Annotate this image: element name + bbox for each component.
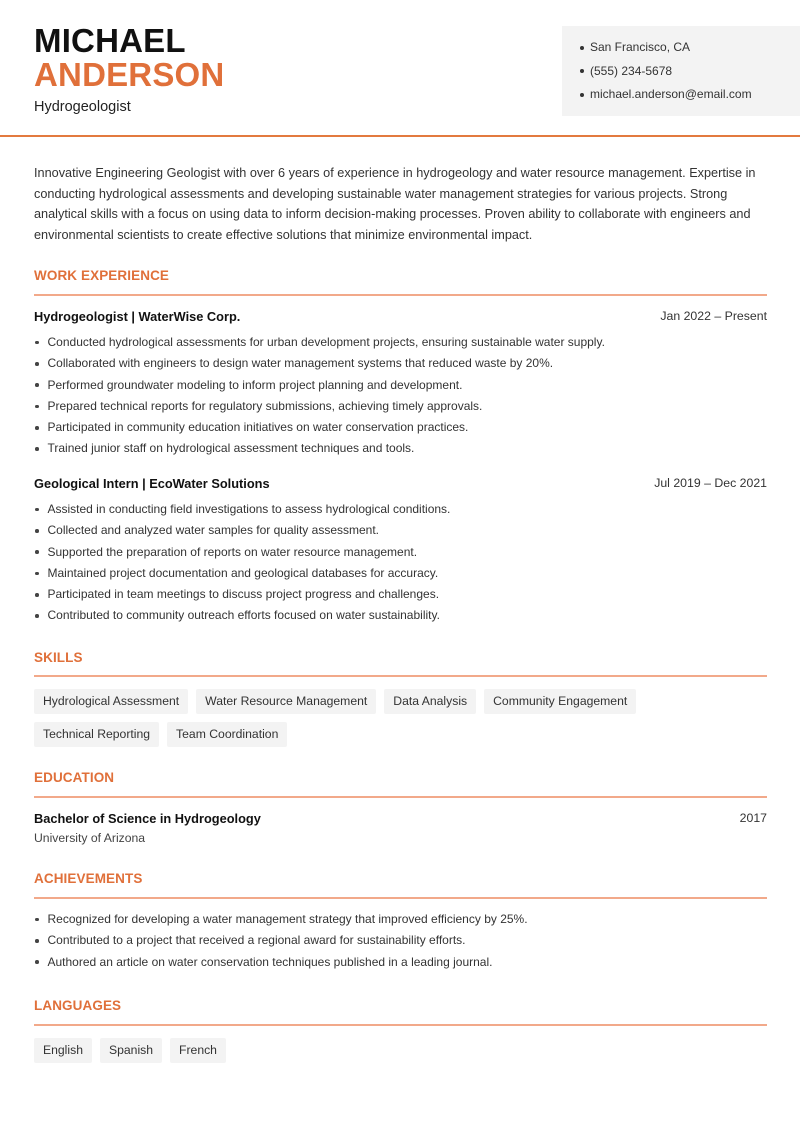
achievement-text: Authored an article on water conservation techniques published in a leading journal. bbox=[47, 954, 493, 969]
bullet-icon bbox=[35, 341, 39, 345]
bullet-text: Trained junior staff on hydrological assessment techniques and tools. bbox=[47, 441, 415, 456]
achievements-list bbox=[34, 909, 767, 973]
location-text: San Francisco, CA bbox=[590, 40, 691, 55]
first-name: MICHAEL bbox=[34, 22, 186, 59]
skill-chip: Hydrological Assessment bbox=[34, 689, 188, 714]
contact-box bbox=[562, 26, 800, 116]
job-bullets bbox=[34, 332, 767, 460]
bullet-icon bbox=[35, 939, 39, 943]
section-divider bbox=[34, 294, 767, 296]
job-bullet bbox=[34, 438, 767, 459]
bullet-icon bbox=[35, 426, 39, 430]
skills-list bbox=[34, 689, 767, 747]
skill-chip: Technical Reporting bbox=[34, 722, 159, 747]
job-bullet bbox=[34, 499, 767, 520]
bullet-text: Assisted in conducting field investigations to assess hydrological conditions. bbox=[47, 502, 451, 516]
achievement-item bbox=[34, 952, 767, 973]
job-bullet bbox=[34, 396, 767, 417]
skill-chip: Team Coordination bbox=[167, 722, 287, 747]
section-title-achievements: ACHIEVEMENTS bbox=[34, 871, 143, 886]
language-chip: Spanish bbox=[100, 1038, 162, 1063]
job-bullets bbox=[34, 499, 767, 627]
phone-text: (555) 234-5678 bbox=[590, 63, 673, 78]
job-role: Geological Intern | EcoWater Solutions bbox=[34, 476, 270, 491]
bullet-icon bbox=[35, 960, 39, 964]
job-header bbox=[34, 476, 767, 491]
section-title-work-experience: WORK EXPERIENCE bbox=[34, 268, 170, 283]
job-bullet bbox=[34, 520, 767, 541]
bullet-text: Participated in community education initiatives on water conservation practices. bbox=[47, 420, 469, 435]
job-bullet bbox=[34, 605, 767, 626]
bullet-text: Performed groundwater modeling to inform project planning and development. bbox=[47, 377, 463, 392]
achievement-item bbox=[34, 909, 767, 930]
achievement-text: Contributed to a project that received a regional award for sustainability efforts. bbox=[47, 933, 466, 948]
bullet-text: Conducted hydrological assessments for urban development projects, ensuring sustainable water supply. bbox=[47, 335, 605, 349]
education-degree: Bachelor of Science in Hydrogeology bbox=[34, 811, 261, 826]
bullet-icon bbox=[35, 572, 39, 576]
job-bullet bbox=[34, 542, 767, 563]
skill-chip: Data Analysis bbox=[384, 689, 476, 714]
bullet-text: Supported the preparation of reports on water resource management. bbox=[47, 544, 418, 559]
section-divider bbox=[34, 796, 767, 798]
bullet-icon bbox=[580, 46, 584, 50]
language-chip: French bbox=[170, 1038, 226, 1063]
contact-location bbox=[580, 36, 800, 60]
bullet-icon bbox=[580, 69, 584, 73]
section-divider bbox=[34, 675, 767, 677]
bullet-icon bbox=[35, 383, 39, 387]
job-title: Hydrogeologist bbox=[34, 99, 131, 115]
section-divider bbox=[34, 897, 767, 899]
education-year: 2017 bbox=[739, 811, 767, 825]
bullet-text: Contributed to community outreach efforts focused on water sustainability. bbox=[47, 608, 440, 623]
bullet-icon bbox=[35, 593, 39, 597]
job-bullet bbox=[34, 417, 767, 438]
job-dates: Jul 2019 – Dec 2021 bbox=[654, 476, 767, 490]
bullet-icon bbox=[580, 93, 584, 97]
bullet-text: Maintained project documentation and geological databases for accuracy. bbox=[47, 565, 439, 580]
bullet-text: Prepared technical reports for regulatory submissions, achieving timely approvals. bbox=[47, 398, 483, 413]
job-bullet bbox=[34, 563, 767, 584]
section-title-languages: LANGUAGES bbox=[34, 998, 122, 1013]
job-dates: Jan 2022 – Present bbox=[660, 309, 767, 323]
skill-chip: Water Resource Management bbox=[196, 689, 376, 714]
section-title-skills: SKILLS bbox=[34, 650, 83, 665]
language-chip: English bbox=[34, 1038, 92, 1063]
bullet-icon bbox=[35, 918, 39, 922]
email-text: michael.anderson@email.com bbox=[590, 87, 752, 102]
bullet-icon bbox=[35, 508, 39, 512]
bullet-icon bbox=[35, 529, 39, 533]
contact-phone bbox=[580, 60, 800, 84]
bullet-icon bbox=[35, 447, 39, 451]
contact-email bbox=[580, 83, 800, 107]
bullet-icon bbox=[35, 405, 39, 409]
languages-list bbox=[34, 1038, 767, 1063]
bullet-icon bbox=[35, 550, 39, 554]
education-school: University of Arizona bbox=[34, 831, 146, 845]
resume-header bbox=[0, 0, 800, 137]
job-bullet bbox=[34, 375, 767, 396]
section-title-education: EDUCATION bbox=[34, 770, 115, 785]
job-bullet bbox=[34, 584, 767, 605]
achievement-text: Recognized for developing a water management strategy that improved efficiency by 25%. bbox=[47, 912, 528, 926]
last-name: ANDERSON bbox=[34, 56, 225, 93]
bullet-icon bbox=[35, 362, 39, 366]
job-bullet bbox=[34, 353, 767, 374]
job-header bbox=[34, 309, 767, 324]
job-bullet bbox=[34, 332, 767, 353]
job-role: Hydrogeologist | WaterWise Corp. bbox=[34, 309, 241, 324]
bullet-icon bbox=[35, 614, 39, 618]
bullet-text: Participated in team meetings to discuss project progress and challenges. bbox=[47, 587, 440, 602]
section-divider bbox=[34, 1024, 767, 1026]
achievement-item bbox=[34, 930, 767, 951]
professional-summary: Innovative Engineering Geologist with over 6 years of experience in hydrogeology and water resource management. Expertise in conducting hydrological assessments and developing sustainable water management strategies for various projects. Strong analytical skills with a focus on using data to inform decision-making processes. Proven ability to collaborate with engineers and environmental scientists to create effective solutions that minimize environmental impact. bbox=[34, 166, 756, 243]
bullet-text: Collaborated with engineers to design water management systems that reduced waste by 20%. bbox=[47, 356, 554, 371]
skill-chip: Community Engagement bbox=[484, 689, 636, 714]
bullet-text: Collected and analyzed water samples for quality assessment. bbox=[47, 523, 379, 538]
